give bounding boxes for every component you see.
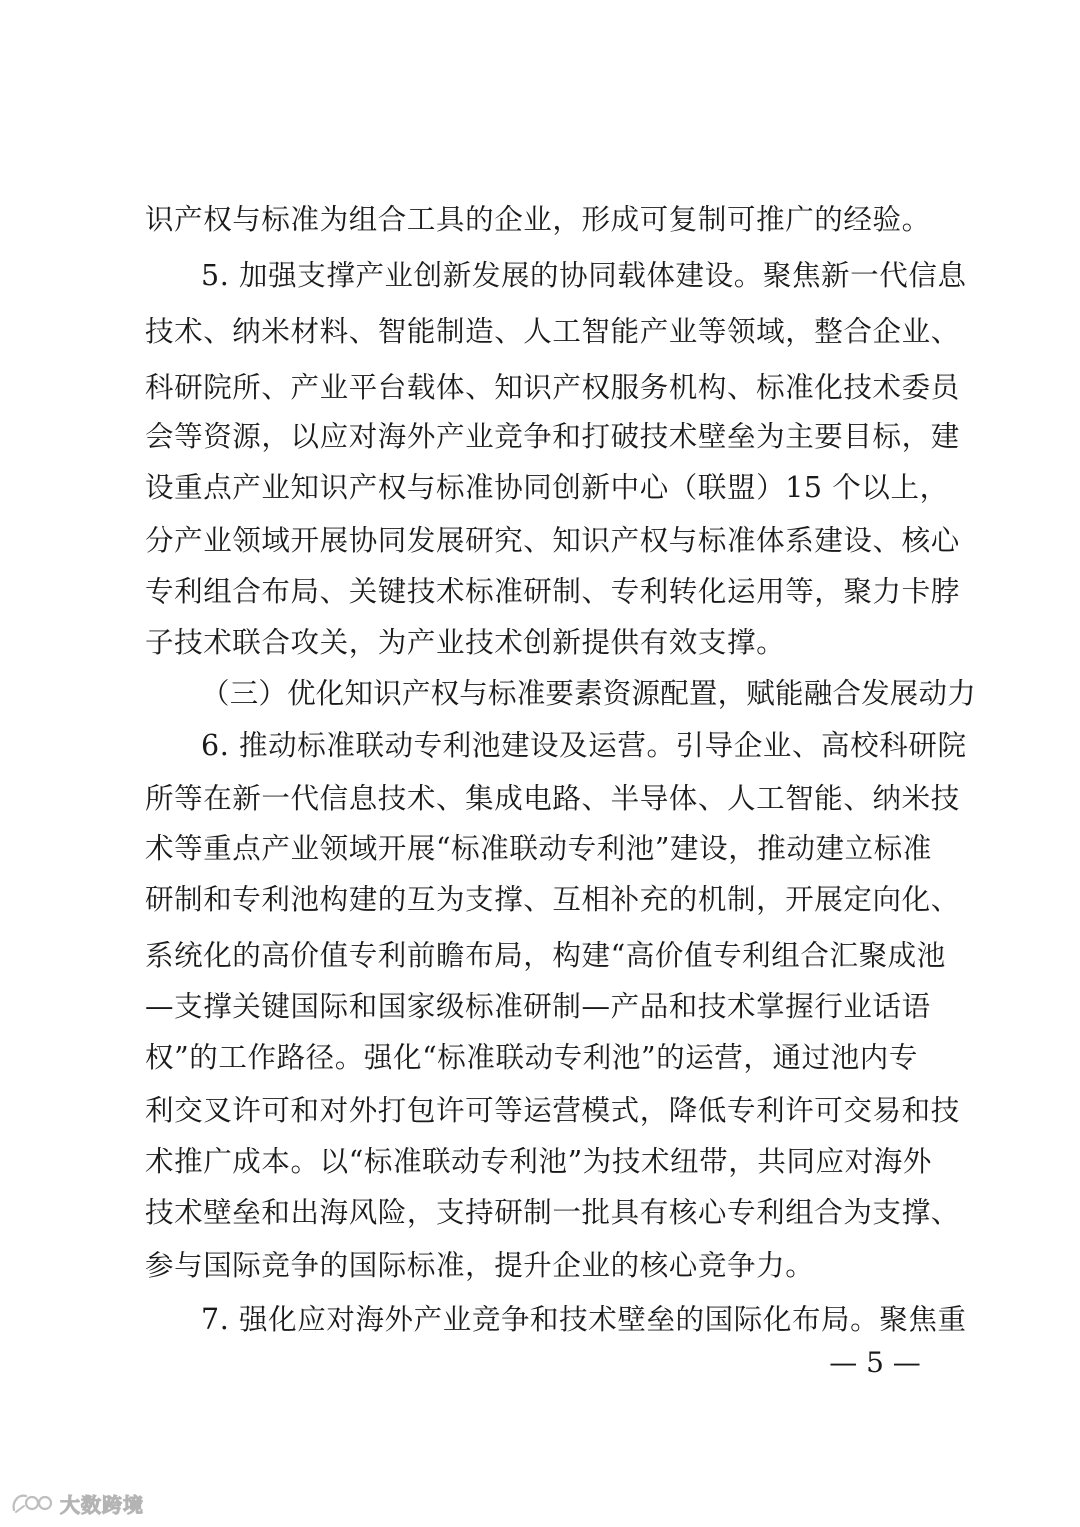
text-line-8: 专利组合布局、关键技术标准研制、专利转化运用等，聚力卡脖 (145, 575, 960, 608)
item-5-title-line: 5. 加强支撑产业创新发展的协同载体建设。聚焦新一代信息 (201, 259, 967, 292)
text-line-20: 技术壁垒和出海风险，支持研制一批具有核心专利组合为支撑、 (145, 1196, 960, 1229)
text-line-4: 科研院所、产业平台载体、知识产权服务机构、标准化技术委员 (145, 371, 960, 404)
section-three-heading: （三）优化知识产权与标准要素资源配置，赋能融合发展动力 (201, 677, 976, 710)
text-line-12: 所等在新一代信息技术、集成电路、半导体、人工智能、纳米技 (145, 782, 960, 815)
watermark-logo-icon (10, 1490, 56, 1516)
text-line-13: 术等重点产业领域开展“标准联动专利池”建设，推动建立标准 (145, 832, 932, 865)
text-line-7: 分产业领域开展协同发展研究、知识产权与标准体系建设、核心 (145, 524, 960, 557)
text-line-17: 权”的工作路径。强化“标准联动专利池”的运营，通过池内专 (145, 1041, 919, 1074)
text-line-5: 会等资源，以应对海外产业竞争和打破技术壁垒为主要目标，建 (145, 420, 960, 453)
item-7-title-line: 7. 强化应对海外产业竞争和技术壁垒的国际化布局。聚焦重 (201, 1303, 967, 1336)
text-line-14: 研制和专利池构建的互为支撑、互相补充的机制，开展定向化、 (145, 883, 960, 916)
text-line-18: 利交叉许可和对外打包许可等运营模式，降低专利许可交易和技 (145, 1094, 960, 1127)
item-6-title-line: 6. 推动标准联动专利池建设及运营。引导企业、高校科研院 (201, 729, 967, 762)
watermark-text: 大数跨境 (60, 1492, 144, 1517)
text-line-3: 技术、纳米材料、智能制造、人工智能产业等领域，整合企业、 (145, 315, 960, 348)
text-line-6: 设重点产业知识产权与标准协同创新中心（联盟）15 个以上， (145, 471, 949, 504)
text-line-15: 系统化的高价值专利前瞻布局，构建“高价值专利组合汇聚成池 (145, 939, 946, 972)
watermark (10, 1488, 144, 1518)
text-line-21: 参与国际竞争的国际标准，提升企业的核心竞争力。 (145, 1249, 815, 1282)
text-line-1: 识产权与标准为组合工具的企业，形成可复制可推广的经验。 (145, 203, 931, 236)
text-line-19: 术推广成本。以“标准联动专利池”为技术纽带，共同应对海外 (145, 1145, 932, 1178)
text-line-9: 子技术联合攻关，为产业技术创新提供有效支撑。 (145, 626, 786, 659)
page-number: — 5 — (829, 1346, 921, 1379)
text-line-16: —支撑关键国际和国家级标准研制—产品和技术掌握行业话语 (145, 990, 931, 1023)
